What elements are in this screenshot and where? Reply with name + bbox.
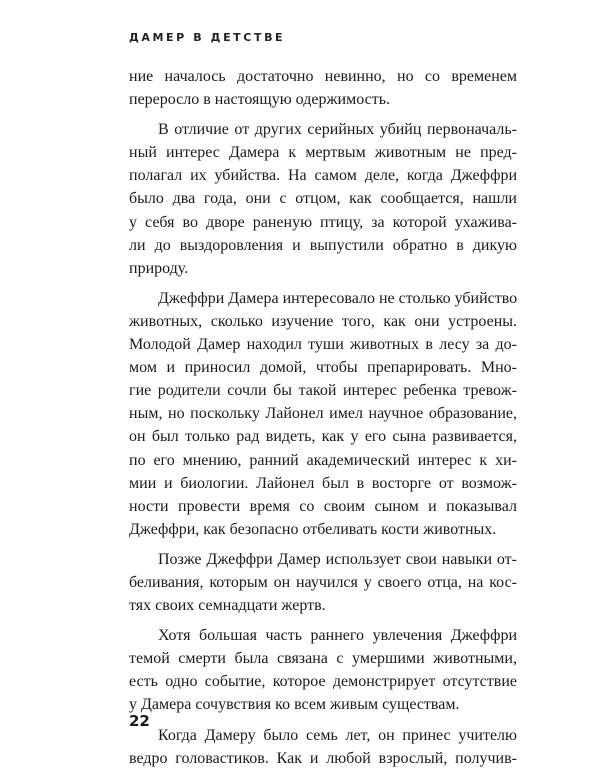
text-line: животных, сколько изучение того, как они устроены.	[129, 312, 517, 330]
text-line: природу.	[129, 259, 189, 277]
text-line: Когда Дамеру было семь лет, он принес учителю	[158, 726, 517, 744]
text-line: гие родители сочли бы такой интерес ребенка тревож-	[129, 382, 517, 400]
text-line: ности провести время со своим сыном и показывал	[129, 497, 517, 515]
text-line: ведро головастиков. Как и любой взрослый, получив-	[129, 749, 517, 767]
text-line: переросло в настоящую одержимость.	[129, 91, 390, 109]
text-line: полагал их убийства. На самом деле, когда Джеффри	[129, 167, 517, 185]
text-line: Хотя большая часть раннего увлечения Джеффри	[158, 627, 517, 645]
text-line: было два года, они с отцом, как сообщается, нашли	[129, 190, 517, 208]
text-line: ный интерес Дамера к мертвым животным не пред-	[129, 144, 517, 162]
text-line: он был только рад видеть, как у его сына развивается,	[129, 428, 517, 446]
body-text	[129, 65, 517, 770]
text-line: есть одно событие, которое демонстрирует отсутствие	[129, 673, 517, 691]
text-line: Джеффри Дамера интересовало не столько убийство	[158, 289, 518, 307]
text-line: ли до выздоровления и выпустили обратно в дикую	[129, 236, 517, 254]
page-number: 22	[129, 712, 150, 730]
text-line: тях своих семнадцати жертв.	[129, 597, 326, 615]
text-line: В отличие от других серийных убийц первоначаль-	[158, 121, 517, 139]
text-line: у Дамера сочувствия ко всем живым существам.	[129, 696, 460, 714]
running-head: ДАМЕР В ДЕТСТВЕ	[129, 31, 286, 44]
text-line: темой смерти была связана с умершими животными,	[129, 650, 517, 668]
text-line: Джеффри, как безопасно отбеливать кости животных.	[129, 520, 497, 538]
text-line: у себя во дворе раненую птицу, за которой ухажива-	[129, 213, 517, 231]
text-line: по его мнению, ранний академический интерес к хи-	[129, 451, 517, 469]
text-line: Молодой Дамер находил туши животных в лесу за до-	[129, 336, 517, 354]
text-line: Позже Джеффри Дамер использует свои навыки от-	[158, 550, 517, 568]
text-line: беливания, которым он научился у своего отца, на кос-	[129, 573, 517, 591]
text-line: ным, но поскольку Лайонел имел научное образование,	[129, 405, 517, 423]
text-line: мом и приносил домой, чтобы препарировать. Мно-	[129, 359, 517, 377]
text-line: ние началось достаточно невинно, но со временем	[129, 68, 517, 85]
text-line: мии и биологии. Лайонел был в восторге от возмож-	[129, 474, 517, 492]
